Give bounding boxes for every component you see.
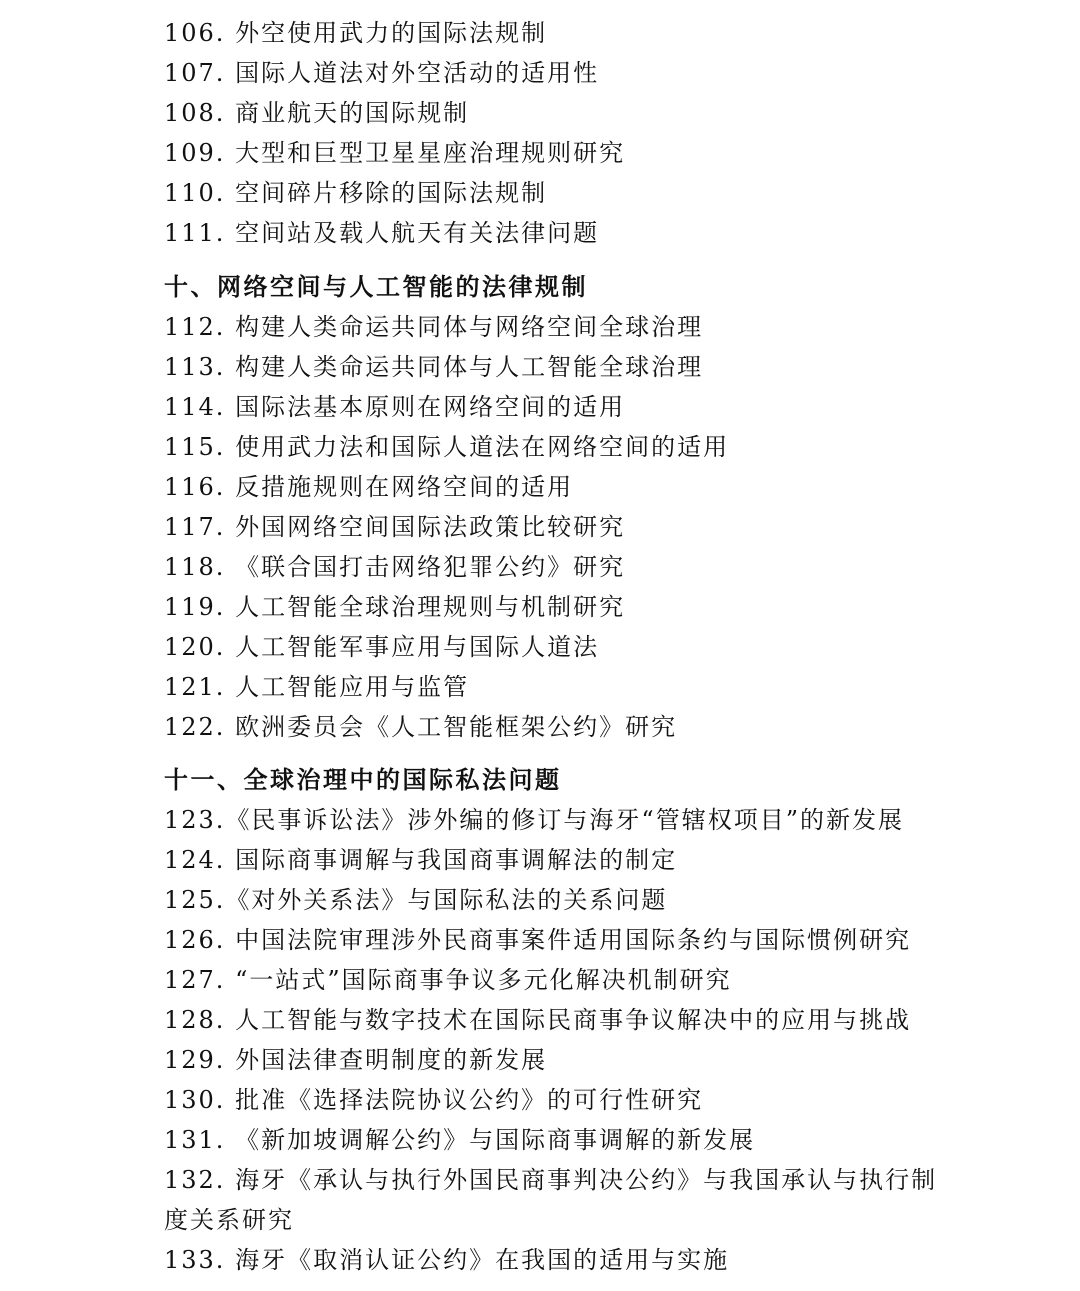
item-text: 117. 外国网络空间国际法政策比较研究 <box>164 513 626 541</box>
item-text: 110. 空间碎片移除的国际法规制 <box>164 179 548 207</box>
list-item-120 <box>164 627 930 667</box>
list-item-128 <box>164 1000 930 1040</box>
item-text: 122. 欧洲委员会《人工智能框架公约》研究 <box>164 713 678 741</box>
item-text: 度关系研究 <box>164 1206 294 1234</box>
item-text: 120. 人工智能军事应用与国际人道法 <box>164 633 600 661</box>
section-heading-text: 十一、全球治理中的国际私法问题 <box>164 765 562 794</box>
item-text: 121. 人工智能应用与监管 <box>164 673 470 701</box>
item-text: 119. 人工智能全球治理规则与机制研究 <box>164 593 626 621</box>
section-heading-text: 十、网络空间与人工智能的法律规制 <box>164 272 588 301</box>
list-item-106 <box>164 13 930 53</box>
item-text: 129. 外国法律查明制度的新发展 <box>164 1046 548 1074</box>
item-text: 106. 外空使用武力的国际法规制 <box>164 19 548 47</box>
item-text: 127. “一站式”国际商事争议多元化解决机制研究 <box>164 966 732 994</box>
list-item-112 <box>164 307 930 347</box>
list-item-107 <box>164 53 930 93</box>
list-item-113 <box>164 347 930 387</box>
list-item-133 <box>164 1240 930 1280</box>
item-text: 123.《民事诉讼法》涉外编的修订与海牙“管辖权项目”的新发展 <box>164 806 904 834</box>
item-text: 111. 空间站及载人航天有关法律问题 <box>164 219 600 247</box>
list-item-124 <box>164 840 930 880</box>
item-text: 113. 构建人类命运共同体与人工智能全球治理 <box>164 353 704 381</box>
item-text: 107. 国际人道法对外空活动的适用性 <box>164 59 600 87</box>
list-item-129 <box>164 1040 930 1080</box>
list-item-115 <box>164 427 930 467</box>
list-item-111 <box>164 213 930 253</box>
list-item-109 <box>164 133 930 173</box>
list-item-114 <box>164 387 930 427</box>
item-text: 112. 构建人类命运共同体与网络空间全球治理 <box>164 313 704 341</box>
item-text: 115. 使用武力法和国际人道法在网络空间的适用 <box>164 433 730 461</box>
item-text: 125.《对外关系法》与国际私法的关系问题 <box>164 886 668 914</box>
list-item-126 <box>164 920 930 960</box>
list-item-132 <box>164 1160 938 1200</box>
item-text: 130. 批准《选择法院协议公约》的可行性研究 <box>164 1086 704 1114</box>
item-text: 124. 国际商事调解与我国商事调解法的制定 <box>164 846 678 874</box>
list-item-127 <box>164 960 930 1000</box>
section-heading-10 <box>164 267 930 307</box>
list-item-123 <box>164 800 930 840</box>
item-text: 109. 大型和巨型卫星星座治理规则研究 <box>164 139 626 167</box>
list-item-121 <box>164 667 930 707</box>
item-text: 118. 《联合国打击网络犯罪公约》研究 <box>164 553 626 581</box>
item-text: 108. 商业航天的国际规制 <box>164 99 470 127</box>
item-text: 131. 《新加坡调解公约》与国际商事调解的新发展 <box>164 1126 756 1154</box>
list-item-131 <box>164 1120 930 1160</box>
list-item-130 <box>164 1080 930 1120</box>
item-text: 114. 国际法基本原则在网络空间的适用 <box>164 393 626 421</box>
list-item-108 <box>164 93 930 133</box>
list-item-117 <box>164 507 930 547</box>
item-text: 128. 人工智能与数字技术在国际民商事争议解决中的应用与挑战 <box>164 1006 912 1034</box>
section-heading-11 <box>164 760 930 800</box>
item-text: 133. 海牙《取消认证公约》在我国的适用与实施 <box>164 1246 730 1274</box>
list-item-125 <box>164 880 930 920</box>
list-item-122 <box>164 707 930 747</box>
list-item-132-continuation <box>164 1200 930 1240</box>
list-item-116 <box>164 467 930 507</box>
item-text: 132. 海牙《承认与执行外国民商事判决公约》与我国承认与执行制 <box>164 1166 938 1194</box>
list-item-119 <box>164 587 930 627</box>
item-text: 116. 反措施规则在网络空间的适用 <box>164 473 574 501</box>
list-item-118 <box>164 547 930 587</box>
list-item-110 <box>164 173 930 213</box>
item-text: 126. 中国法院审理涉外民商事案件适用国际条约与国际惯例研究 <box>164 926 912 954</box>
